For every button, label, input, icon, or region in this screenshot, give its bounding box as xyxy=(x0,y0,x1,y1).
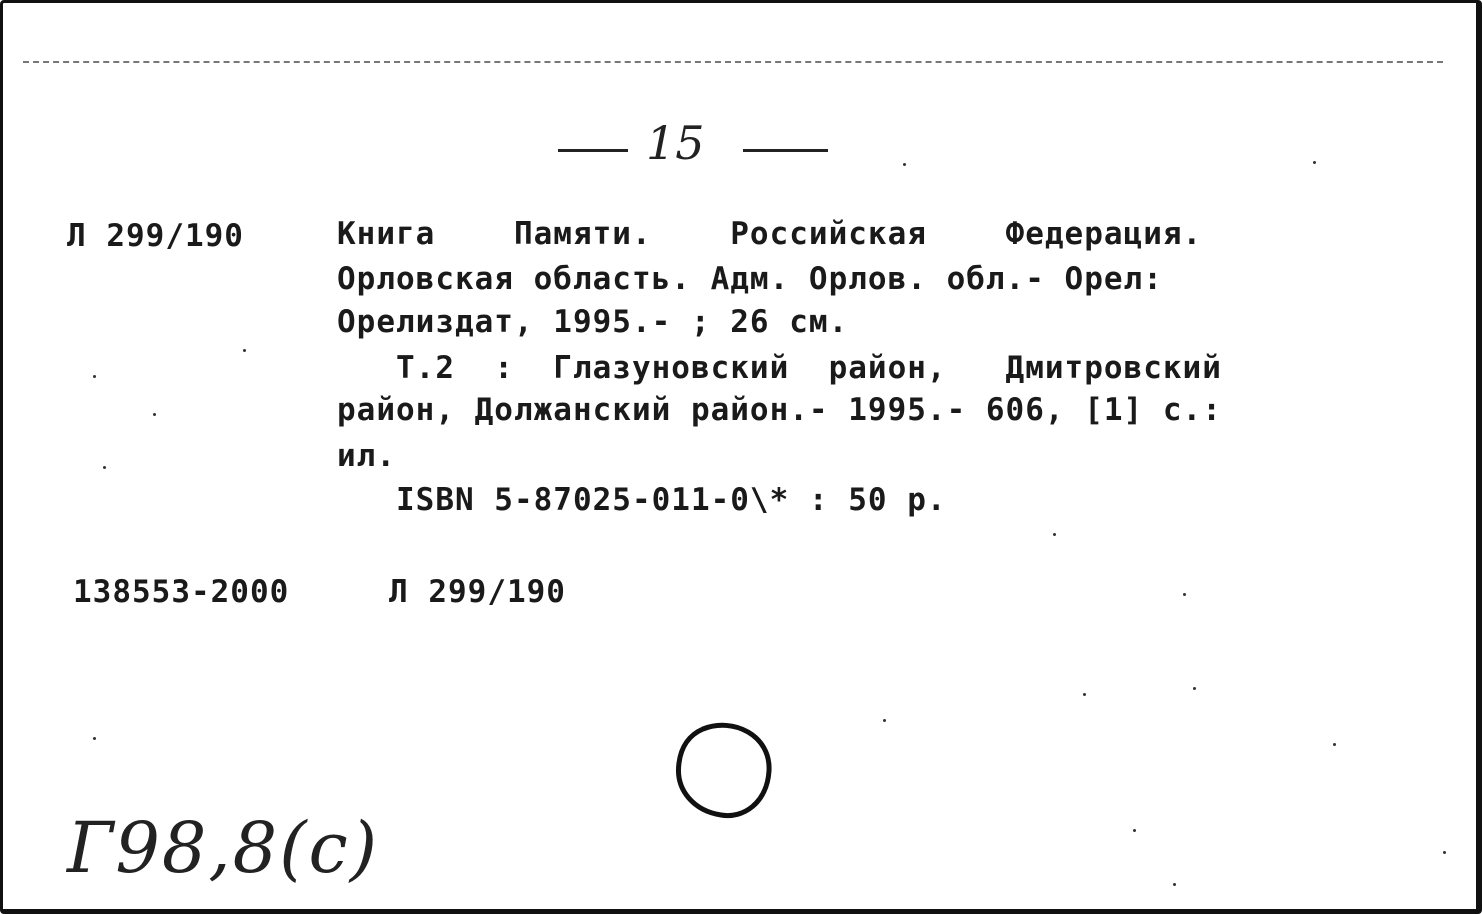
scan-speck xyxy=(1053,533,1056,536)
hand-drawn-circle xyxy=(663,715,783,825)
entry-line-6: ил. xyxy=(337,438,396,474)
entry-line-5: район, Должанский район.- 1995.- 606, [1] с.: xyxy=(337,392,1222,428)
scan-speck xyxy=(103,466,106,469)
scan-speck xyxy=(1443,851,1446,854)
scan-speck xyxy=(1193,687,1196,690)
scan-speck xyxy=(1183,593,1186,596)
scan-speck xyxy=(93,375,96,378)
entry-line-2: Орловская область. Адм. Орлов. обл.- Орел: xyxy=(337,261,1163,297)
scan-speck xyxy=(883,719,886,722)
isbn-line: ISBN 5-87025-011-0\* : 50 р. xyxy=(337,482,947,518)
entry-line-1: Книга Памяти. Российская Федерация. xyxy=(337,216,1203,252)
scan-speck xyxy=(153,413,156,416)
right-dash xyxy=(743,149,828,152)
scan-speck xyxy=(1133,829,1136,832)
handwritten-classification: Г98,8(с) xyxy=(67,807,380,889)
inventory-call-number: Л 299/190 xyxy=(389,574,566,610)
left-dash xyxy=(558,149,628,152)
page-number: 15 xyxy=(646,116,705,170)
call-number: Л 299/190 xyxy=(67,218,244,254)
entry-line-3: Орелиздат, 1995.- ; 26 см. xyxy=(337,304,849,340)
top-dashed-line xyxy=(23,61,1443,63)
scan-speck xyxy=(1333,743,1336,746)
scan-speck xyxy=(1173,883,1176,886)
scan-speck xyxy=(1083,693,1086,696)
scan-speck xyxy=(903,163,906,166)
scan-speck xyxy=(1313,161,1316,164)
page-number-block xyxy=(558,115,838,175)
scan-speck xyxy=(243,349,246,352)
entry-line-4: Т.2 : Глазуновский район, Дмитровский xyxy=(337,350,1222,386)
inventory-number: 138553-2000 xyxy=(73,574,290,610)
scan-speck xyxy=(93,737,96,740)
